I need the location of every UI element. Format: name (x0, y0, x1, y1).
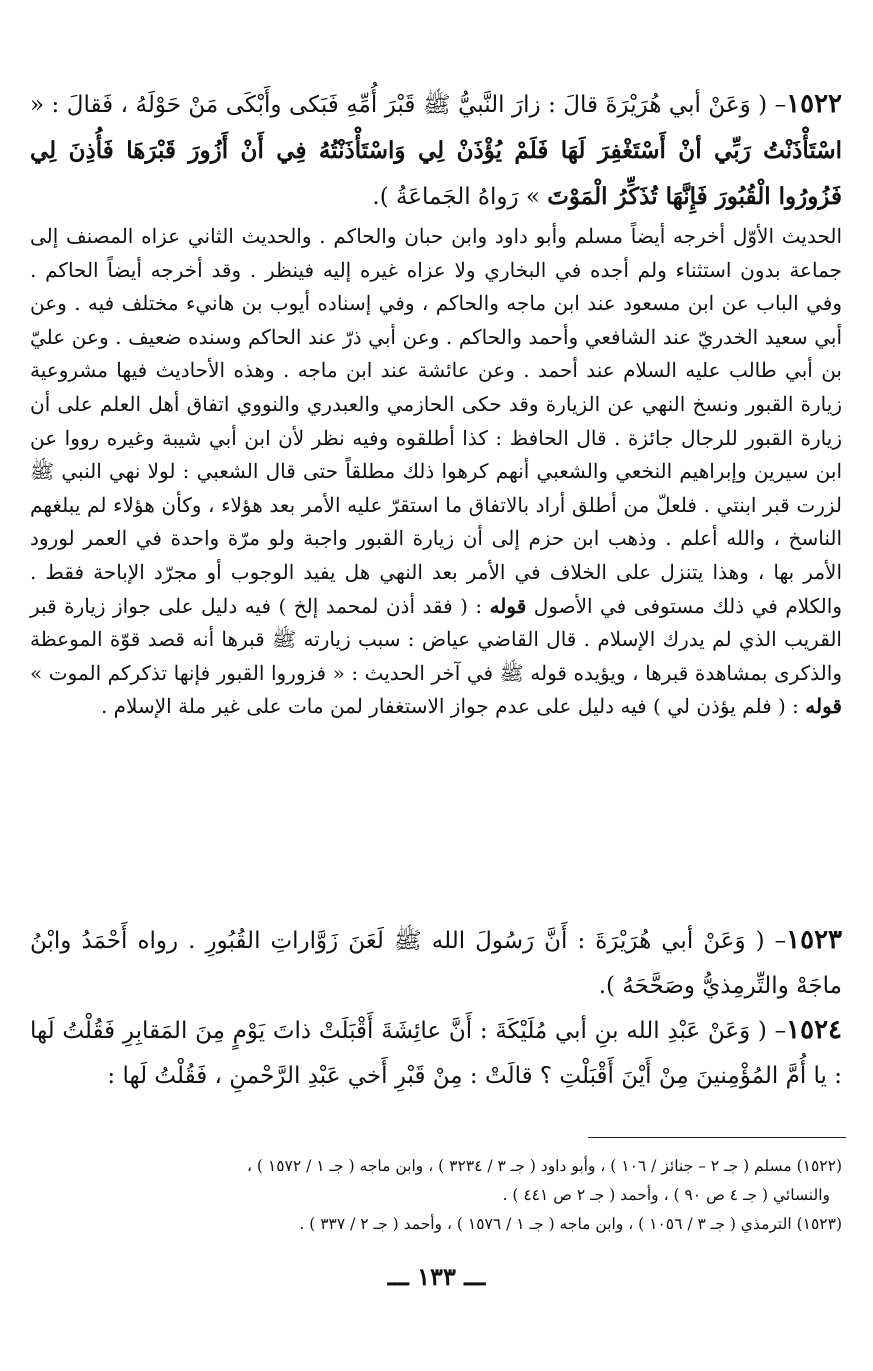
hadith-1522 (30, 82, 842, 220)
footnote-divider (588, 1137, 846, 1138)
footnote-1523: (١٥٢٣) الترمذي ( جـ ٣ / ١٠٥٦ ) ، وابن ماجه ( جـ ١ / ١٥٧٦ ) ، وأحمد ( جـ ٢ / ٣٣٧ ) . (299, 1215, 842, 1233)
commentary-part-1: الحديث الأوّل أخرجه أيضاً مسلم وأبو داود وابن حبان والحاكم . والحديث الثاني عزاه المصنف إلى جماعة بدون استثناء ولم أجده في البخاري ولا عزاه غيره إليه فينظر . وقد أخرجه أيضاً الحاكم . وفي الباب عن ابن مسعود عند ابن ماجه والحاكم ، وفي إسناده أيوب بن هانيء مختلف فيه . وعن أبي سعيد الخدريّ عند الشافعي وأحمد والحاكم . وعن أبي ذرّ عند الحاكم وسنده ضعيف . وعن عليّ بن أبي طالب عليه السلام عند أحمد . وعن عائشة عند ابن ماجه . وهذه الأحاديث فيها مشروعية زيارة القبور ونسخ النهي عن الزيارة وقد حكى الحازمي والعبدري والنووي اتفاق أهل العلم على أن زيارة القبور للرجال جائزة . قال الحافظ : كذا أطلقوه وفيه نظر لأن ابن أبي شيبة وغيره رووا عن ابن سيرين وإبراهيم النخعي والشعبي أنهم كرهوا ذلك مطلقاً حتى قال الشعبي : لولا نهي النبي ﷺ لزرت قبر ابنتي . فلعلّ من أطلق أراد بالاتفاق ما استقرّ عليه الأمر بعد هؤلاء ، وكأن هؤلاء لم يبلغهم الناسخ ، والله أعلم . وذهب ابن حزم إلى أن زيارة القبور واجبة ولو مرّة واحدة في العمر لورود الأمر بها ، وهذا يتنزل على الخلاف في الأمر بعد النهي هل يفيد الوجوب أو مجرّد الإباحة فقط . والكلام في ذلك مستوفى في الأصول (30, 224, 842, 618)
hadith-1524 (30, 1008, 842, 1099)
hadith-1524-paragraph (30, 1008, 842, 1099)
hadith-outro: » رَواهُ الجَماعَةُ ). (372, 184, 548, 210)
hadith-1523-text: – ( وَعَنْ أبي هُرَيْرَةَ : أَنَّ رَسُولَ الله ﷺ لَعَنَ زَوَّاراتِ القُبُورِ . رواه أَحْمَدُ وابْنُ ماجَهْ والتِّرمِذيُّ وصَحَّحَهُ ). (30, 928, 842, 999)
hadith-number: ١٥٢٢ (786, 89, 842, 119)
footnote-1522-line-1: (١٥٢٢) مسلم ( جـ ٢ – جنائز / ١٠٦ ) ، وأبو داود ( جـ ٣ / ٣٢٣٤ ) ، وابن ماجه ( جـ ١ / ١٥٧٢ ) ، (246, 1157, 842, 1175)
hadith-number: ١٥٢٣ (786, 925, 842, 955)
qawluhu-label-2: قوله (805, 694, 842, 719)
footnotes (30, 1152, 842, 1239)
hadith-1524-text: – ( وَعَنْ عَبْدِ الله بنِ أبي مُلَيْكَةَ : أَنَّ عائِشَةَ أَقْبَلَتْ ذاتَ يَوْمٍ مِنَ المَقابِرِ فَقُلْتُ لَها : يا أُمَّ المُؤْمِنينَ مِنْ أَيْنَ أَقْبَلْتِ ؟ قالَتْ : مِنْ قَبْرِ أَخي عَبْدِ الرَّحْمنِ ، فَقُلْتُ لَها : (30, 1018, 842, 1089)
hadith-intro: – ( وَعَنْ أبي هُرَيْرَةَ قالَ : زارَ النَّبيُّ ﷺ قَبْرَ أُمِّهِ فَبَكى وأَبْكَى مَنْ حَوْلَهُ ، فَقالَ : « (30, 92, 787, 118)
hadith-1522-paragraph (30, 82, 842, 220)
commentary-part-2: : ( فقد أذن لمحمد إلخ ) فيه دليل على جواز زيارة قبر القريب الذي لم يدرك الإسلام . قال القاضي عياض : سبب زيارته ﷺ قبرها أنه قصد قوّة الموعظة والذكرى بمشاهدة قبرها ، ويؤيده قوله ﷺ في آخر الحديث : « فزوروا القبور فإنها تذكركم الموت » (30, 593, 842, 685)
qawluhu-label-1: قوله (489, 593, 527, 618)
hadith-bold-text: اسْتَأْذَنْتُ رَبِّي أنْ أَسْتَغْفِرَ لَهَا فَلَمْ يُؤْذَنْ لِي وَاسْتَأْذَنْتُهُ فِي أَنْ أَزُورَ قَبْرَهَا فَأُذِنَ لِي فَزُورُوا الْقُبُورَ فَإِنَّهَا تُذَكِّرُ الْمَوْتَ (30, 137, 842, 210)
footnote-1522-line-2: والنسائي ( جـ ٤ ص ٩٠ ) ، وأحمد ( جـ ٢ ص ٤٤١ ) . (502, 1186, 830, 1204)
hadith-1523 (30, 918, 842, 1009)
hadith-1523-paragraph (30, 918, 842, 1009)
page-number: ـــ ١٣٣ ـــ (387, 1262, 486, 1291)
commentary-paragraph (30, 220, 842, 724)
commentary-1522 (30, 220, 842, 724)
hadith-number: ١٥٢٤ (786, 1015, 842, 1045)
commentary-part-3: : ( فلم يؤذن لي ) فيه دليل على عدم جواز الاستغفار لمن مات على غير ملة الإسلام . (100, 694, 806, 719)
